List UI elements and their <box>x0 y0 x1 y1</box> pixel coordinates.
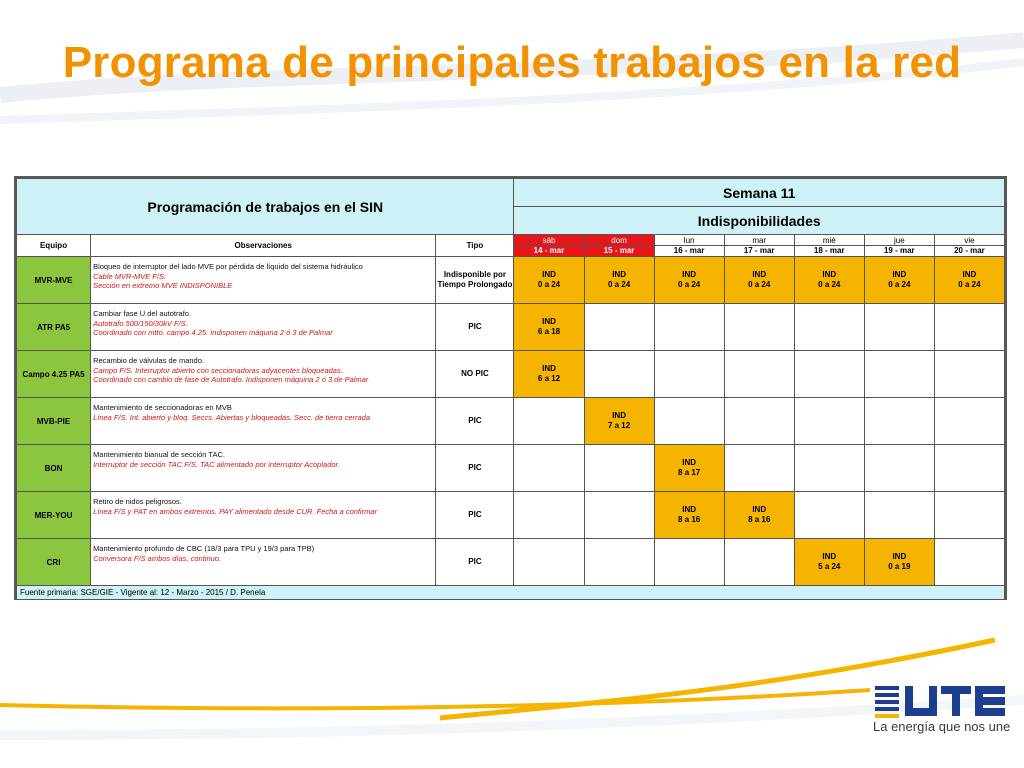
ind-hours: 0 a 19 <box>888 562 911 571</box>
empty-cell <box>654 539 724 586</box>
schedule-table <box>14 176 1007 600</box>
tipo-line: NO PIC <box>461 369 489 378</box>
obs-line: Interruptor de sección TAC F/S. TAC alimentado por interruptor Acoplador. <box>93 459 340 469</box>
ind-cell <box>654 492 724 539</box>
tipo-line: PIC <box>468 557 482 566</box>
empty-cell <box>584 445 654 492</box>
empty-cell <box>864 492 934 539</box>
obs-line: Mantenimiento de seccionadoras en MVB <box>93 403 232 412</box>
obs-line: Campo F/S. Interruptor abierto con seccionadoras adyacentes bloqueadas. <box>93 365 343 375</box>
logo-tagline: La energía que nos une <box>873 719 1011 734</box>
ind-label: IND <box>612 411 626 420</box>
day-name: sáb <box>514 236 583 246</box>
col-observaciones: Observaciones <box>91 235 436 257</box>
tipo-cell <box>436 445 514 492</box>
day-name: lun <box>655 236 724 246</box>
empty-cell <box>724 398 794 445</box>
tipo-line: PIC <box>468 416 482 425</box>
empty-cell <box>654 304 724 351</box>
ind-cell <box>654 257 724 304</box>
obs-line: Recambio de válvulas de mando. <box>93 356 204 365</box>
ind-label: IND <box>682 458 697 467</box>
empty-cell <box>514 492 584 539</box>
obs-line: Coordinado con cambio de fase de Autotrafo. Indisponen máquina 2 ó 3 de Palmar <box>93 375 369 384</box>
day-date: 19 - mar <box>883 246 915 255</box>
tipo-line: Tiempo Prolongado <box>437 280 513 289</box>
empty-cell <box>514 398 584 445</box>
ind-hours: 5 a 24 <box>818 562 841 571</box>
main-header: Programación de trabajos en el SIN <box>17 179 514 235</box>
empty-cell <box>724 351 794 398</box>
obs-line: Mantenimiento profundo de CBC (18/3 para TPU y 19/3 para TPB) <box>93 544 315 553</box>
ind-cell <box>724 257 794 304</box>
ind-hours: 0 a 24 <box>888 280 911 289</box>
tipo-cell <box>436 257 514 304</box>
ind-cell <box>584 257 654 304</box>
observaciones-cell <box>91 304 436 351</box>
equipo-cell: MVB-PIE <box>17 398 91 445</box>
ute-logo-icon <box>873 680 1007 722</box>
empty-cell <box>934 492 1004 539</box>
day-date: 18 - mar <box>813 246 845 255</box>
ind-cell <box>864 539 934 586</box>
ind-hours: 0 a 24 <box>958 280 981 289</box>
ind-hours: 8 a 16 <box>748 515 771 524</box>
observaciones-cell <box>91 539 436 586</box>
day-header <box>654 235 724 257</box>
tipo-cell <box>436 492 514 539</box>
empty-cell <box>584 304 654 351</box>
tipo-cell <box>436 398 514 445</box>
day-name: jue <box>865 236 934 246</box>
obs-line: Bloqueo de interruptor del lado MVE por pérdida de líquido del sistema hidráulico <box>93 262 363 271</box>
day-header <box>934 235 1004 257</box>
day-date: 15 - mar <box>603 246 635 255</box>
ind-hours: 0 a 24 <box>537 280 561 289</box>
equipo-cell: ATR PA5 <box>17 304 91 351</box>
day-date: 17 - mar <box>743 246 775 255</box>
empty-cell <box>794 398 864 445</box>
obs-line: Retiro de nidos peligrosos. <box>93 497 182 506</box>
obs-line: Línea F/S. Int. abierto y bloq. Seccs. Abiertas y bloqueadas. Secc. de tierra cerrada <box>93 412 371 422</box>
tipo-line: PIC <box>468 322 482 331</box>
observaciones-cell <box>91 257 436 304</box>
ind-label: IND <box>542 364 556 373</box>
logo-stripes <box>875 686 899 718</box>
empty-cell <box>934 304 1004 351</box>
day-header <box>514 235 584 257</box>
slide-title: Programa de principales trabajos en la red <box>62 38 962 87</box>
ind-cell <box>514 257 584 304</box>
equipo-cell: MVR-MVE <box>17 257 91 304</box>
empty-cell <box>934 351 1004 398</box>
ind-label: IND <box>682 505 697 514</box>
footer-row <box>17 586 1005 600</box>
col-tipo: Tipo <box>436 235 514 257</box>
header-row <box>17 179 1005 207</box>
equipo-cell: CRI <box>17 539 91 586</box>
obs-line: Cambiar fase U del autotrafo. <box>93 309 192 318</box>
ind-label: IND <box>752 270 767 279</box>
table-row <box>17 304 1005 351</box>
ind-cell <box>514 351 584 398</box>
week-header: Semana 11 <box>514 179 1005 207</box>
obs-line: Conversora F/S ambos días, continuo. <box>93 553 222 563</box>
table-row <box>17 445 1005 492</box>
ind-label: IND <box>542 317 556 326</box>
ind-label: IND <box>962 270 977 279</box>
ind-label: IND <box>612 270 626 279</box>
empty-cell <box>514 539 584 586</box>
column-header-row <box>17 235 1005 257</box>
day-header <box>794 235 864 257</box>
day-header <box>584 235 654 257</box>
ind-hours: 6 a 12 <box>537 374 561 383</box>
table-row <box>17 492 1005 539</box>
schedule-grid <box>16 178 1005 600</box>
ind-hours: 0 a 24 <box>678 280 701 289</box>
empty-cell <box>584 492 654 539</box>
empty-cell <box>794 351 864 398</box>
empty-cell <box>794 445 864 492</box>
ind-cell <box>724 492 794 539</box>
empty-cell <box>934 445 1004 492</box>
empty-cell <box>514 445 584 492</box>
day-header <box>724 235 794 257</box>
day-date: 14 - mar <box>533 246 565 255</box>
tipo-line: PIC <box>468 510 482 519</box>
empty-cell <box>654 398 724 445</box>
source-footer: Fuente primaria: SGE/GIE - Vigente al: 12 - Marzo - 2015 / D. Penela <box>17 586 1005 600</box>
observaciones-cell <box>91 351 436 398</box>
ind-cell <box>584 398 654 445</box>
obs-line: Mantenimiento bianual de sección TAC. <box>93 450 225 459</box>
observaciones-cell <box>91 398 436 445</box>
obs-line: Autotrafo 500/150/30kV F/S. <box>93 318 188 328</box>
col-equipo: Equipo <box>17 235 91 257</box>
ind-cell <box>514 304 584 351</box>
tipo-cell <box>436 539 514 586</box>
empty-cell <box>584 539 654 586</box>
indisp-header: Indisponibilidades <box>514 207 1005 235</box>
ind-cell <box>864 257 934 304</box>
empty-cell <box>584 351 654 398</box>
day-name: dom <box>585 236 654 246</box>
ind-hours: 6 a 18 <box>537 327 561 336</box>
day-name: mié <box>795 236 864 246</box>
ind-hours: 8 a 17 <box>678 468 701 477</box>
obs-line: Cable MVR-MVE F/S. <box>93 271 166 281</box>
equipo-cell: Campo 4.25 PA5 <box>17 351 91 398</box>
ind-label: IND <box>892 552 907 561</box>
empty-cell <box>864 351 934 398</box>
ind-cell <box>794 257 864 304</box>
day-name: mar <box>725 236 794 246</box>
empty-cell <box>654 351 724 398</box>
table-row <box>17 398 1005 445</box>
ind-label: IND <box>822 552 837 561</box>
ind-hours: 0 a 24 <box>607 280 631 289</box>
empty-cell <box>724 304 794 351</box>
tipo-line: Indisponible por <box>443 270 507 279</box>
obs-line: Línea F/S y PAT en ambos extremos. PAY alimentado desde CUR. Fecha a confirmar <box>93 506 378 516</box>
table-row <box>17 539 1005 586</box>
empty-cell <box>794 304 864 351</box>
table-row <box>17 257 1005 304</box>
ind-label: IND <box>822 270 837 279</box>
tipo-cell <box>436 304 514 351</box>
ind-label: IND <box>752 505 767 514</box>
observaciones-cell <box>91 445 436 492</box>
tipo-line: PIC <box>468 463 482 472</box>
obs-line: Sección en extremo MVE INDISPONIBLE <box>93 281 233 290</box>
ind-cell <box>934 257 1004 304</box>
table-row <box>17 351 1005 398</box>
ind-hours: 7 a 12 <box>607 421 631 430</box>
ind-cell <box>794 539 864 586</box>
ind-hours: 8 a 16 <box>678 515 701 524</box>
day-date: 20 - mar <box>954 246 985 255</box>
ind-label: IND <box>542 270 556 279</box>
empty-cell <box>724 445 794 492</box>
ind-label: IND <box>682 270 697 279</box>
equipo-cell: MER-YOU <box>17 492 91 539</box>
ind-cell <box>654 445 724 492</box>
day-name: vie <box>935 236 1004 246</box>
empty-cell <box>934 398 1004 445</box>
empty-cell <box>864 445 934 492</box>
day-header <box>864 235 934 257</box>
empty-cell <box>794 492 864 539</box>
empty-cell <box>864 304 934 351</box>
observaciones-cell <box>91 492 436 539</box>
tipo-cell <box>436 351 514 398</box>
ind-hours: 0 a 24 <box>748 280 771 289</box>
empty-cell <box>934 539 1004 586</box>
day-date: 16 - mar <box>673 246 705 255</box>
empty-cell <box>864 398 934 445</box>
ind-hours: 0 a 24 <box>818 280 841 289</box>
ind-label: IND <box>892 270 907 279</box>
obs-line: Coordinado con mtto. campo 4.25. Indisponen máquina 2 ó 3 de Palmar <box>93 328 333 337</box>
equipo-cell: BON <box>17 445 91 492</box>
empty-cell <box>724 539 794 586</box>
